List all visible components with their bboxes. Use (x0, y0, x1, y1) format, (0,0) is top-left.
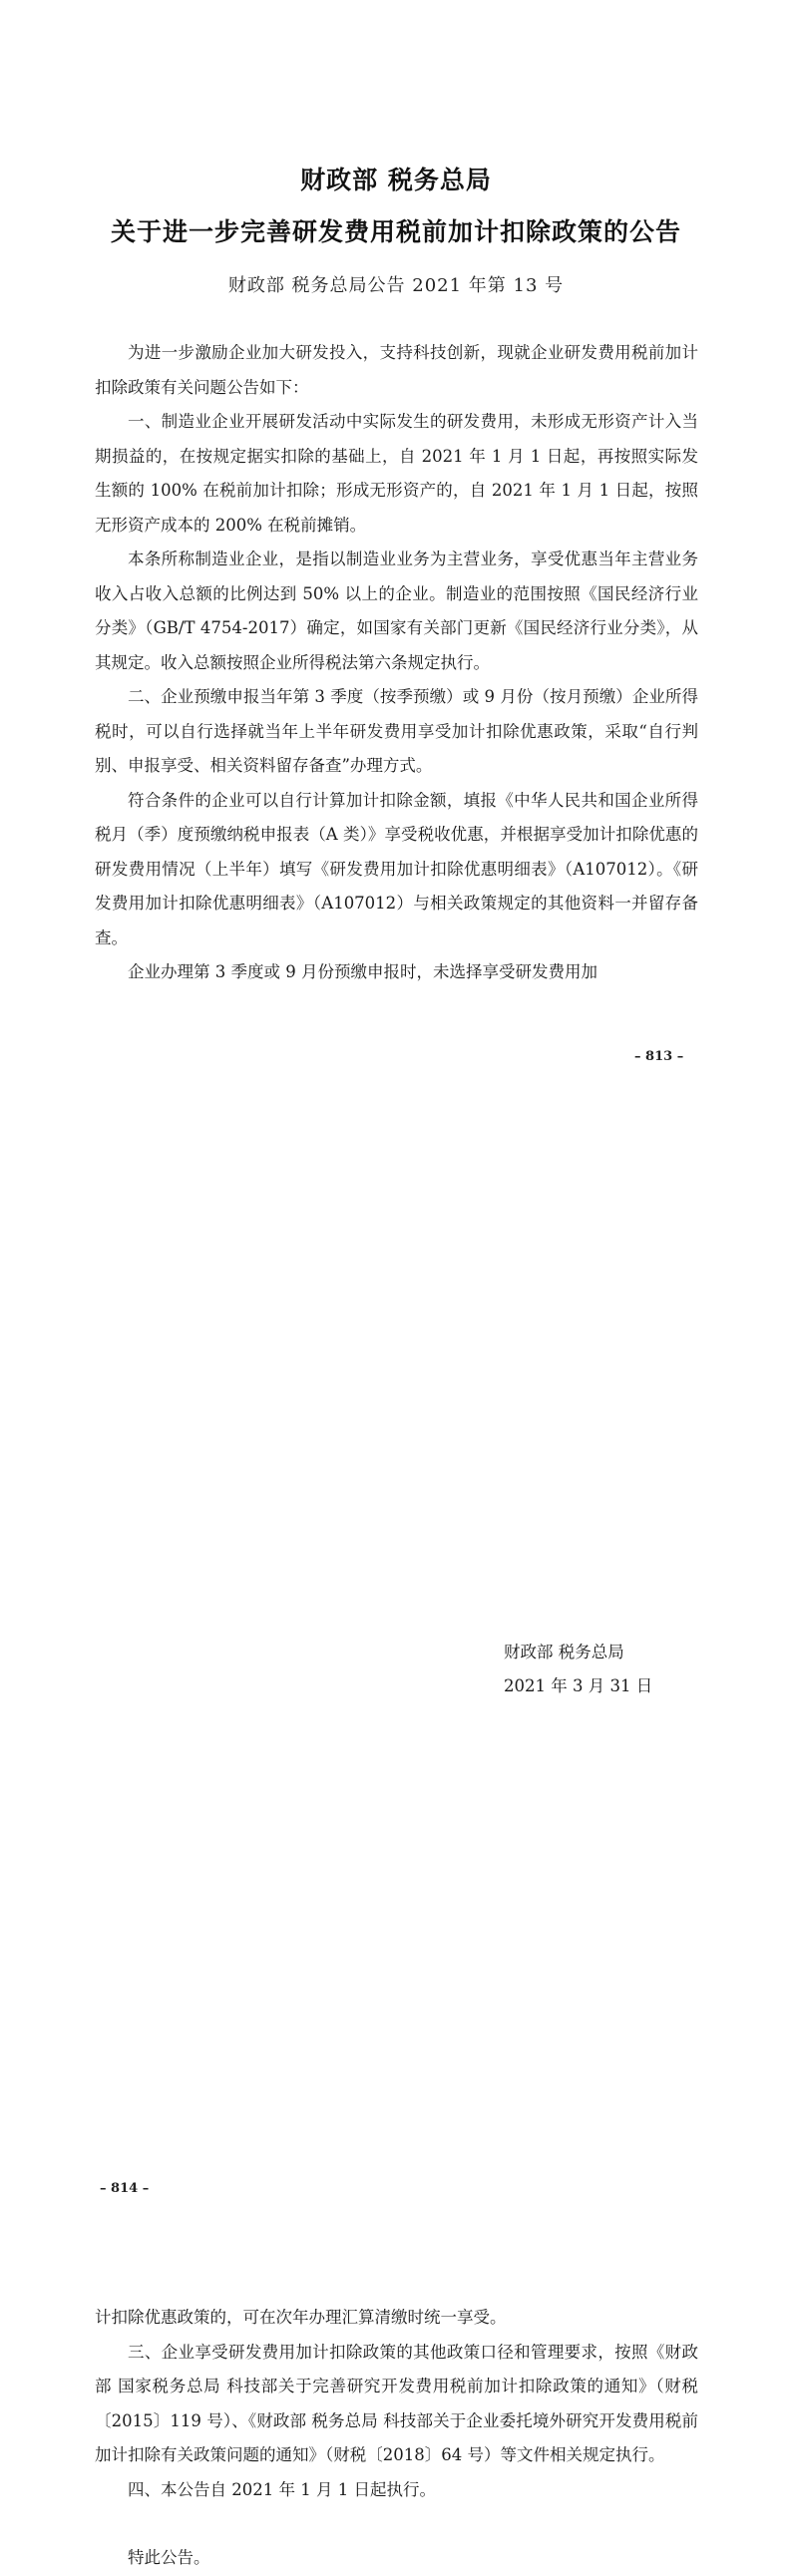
paragraph-article-3: 三、企业享受研发费用加计扣除政策的其他政策口径和管理要求，按照《财政部 国家税务总局 科技部关于完善研究开发费用税前加计扣除政策的通知》（财税〔2015〕119 号）、《财政部 税务总局 科技部关于企业委托境外研究开发费用税前加计扣除有关政策问题的通知》（财税〔2018〕64 号）等文件相关规定执行。 (95, 2342, 698, 2464)
paragraph-article-4: 四、本公告自 2021 年 1 月 1 日起执行。 (128, 2479, 436, 2499)
page-number: – 813 – (634, 1049, 684, 1064)
page-814 (0, 1097, 792, 2567)
signature-block (504, 1636, 663, 1703)
page-813 (0, 0, 792, 1097)
paragraph-article-1: 一、制造业企业开展研发活动中实际发生的研发费用，未形成无形资产计入当期损益的，在按规定据实扣除的基础上，自 2021 年 1 月 1 日起，再按照实际发生额的 100% 在税前加计扣除；形成无形资产的，自 2021 年 1 月 1 日起，按照无形资产成本的 200% 在税前摊销。 (95, 412, 698, 535)
paragraph-deduction-filing: 符合条件的企业可以自行计算加计扣除金额，填报《中华人民共和国企业所得税月（季）度预缴纳税申报表（A 类）》享受税收优惠，并根据享受加计扣除优惠的研发费用情况（上半年）填写《研发费用加计扣除优惠明细表》（A107012）。《研发费用加计扣除优惠明细表》（A107012）与相关政策规定的其他资料一并留存备查。 (95, 790, 698, 947)
paragraph-manufacturing-definition: 本条所称制造业企业，是指以制造业业务为主营业务，享受优惠当年主营业务收入占收入总额的比例达到 50% 以上的企业。制造业的范围按照《国民经济行业分类》（GB/T 4754-2017）确定，如国家有关部门更新《国民经济行业分类》，从其规定。收入总额按照企业所得税法第六条规定执行。 (95, 550, 698, 672)
document-title: 关于进一步完善研发费用税前加计扣除政策的公告 (110, 217, 681, 246)
paragraph-closing: 特此公告。 (128, 2548, 210, 2567)
paragraph-article-2: 二、企业预缴申报当年第 3 季度（按季预缴）或 9 月份（按月预缴）企业所得税时，可以自行选择就当年上半年研发费用享受加计扣除优惠政策，采取“自行判别、申报享受、相关资料留存备查”办理方式。 (95, 687, 698, 775)
paragraph-intro: 为进一步激励企业加大研发投入，支持科技创新，现就企业研发费用税前加计扣除政策有关问题公告如下： (95, 343, 698, 397)
body-text-page-814 (95, 2301, 698, 2576)
page-number: – 814 – (100, 2181, 150, 2196)
document-number: 财政部 税务总局公告 2021 年第 13 号 (227, 275, 565, 296)
body-text-page-813 (95, 336, 698, 990)
signature-date: 2021 年 3 月 31 日 (504, 1676, 653, 1695)
paragraph-q3-prepayment: 企业办理第 3 季度或 9 月份预缴申报时，未选择享受研发费用加 (128, 962, 597, 981)
signature-issuer: 财政部 税务总局 (504, 1643, 624, 1661)
document-title-issuer: 财政部 税务总局 (300, 166, 492, 194)
paragraph-continuation: 计扣除优惠政策的，可在次年办理汇算清缴时统一享受。 (95, 2308, 507, 2327)
